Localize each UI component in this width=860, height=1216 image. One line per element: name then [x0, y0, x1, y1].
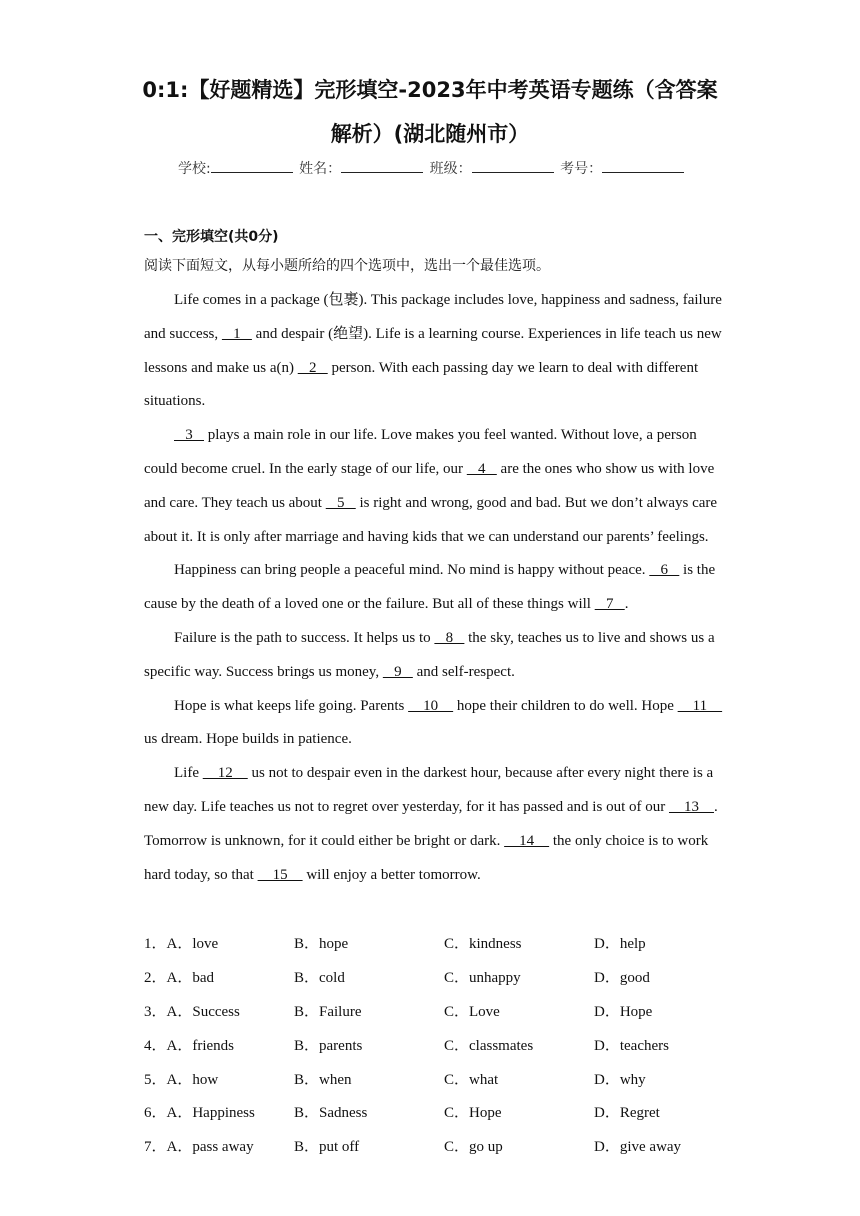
passage-text: are the ones who show us with love and care. They teach us about	[144, 460, 715, 511]
paragraph-3	[144, 554, 724, 622]
passage-text: hope their children to do well. Hope	[453, 697, 678, 714]
passage-text: the sky, teaches us to live and shows us a specific way. Success brings us money,	[144, 629, 715, 680]
option-d: D．Regret	[594, 1105, 660, 1122]
blank-12: 12	[202, 765, 248, 782]
passage-text: person. With each passing day we learn to deal with different situations.	[144, 359, 699, 410]
paragraph-4	[144, 622, 724, 690]
passage-text: Hope is what keeps life going. Parents	[174, 697, 409, 714]
question-row	[144, 1027, 724, 1061]
question-row	[144, 960, 724, 994]
option-b: B．when	[294, 1071, 352, 1088]
passage-text: plays a main role in our life. Love makes you feel wanted. Without love, a person could become cruel. In the early stage of our life, our	[144, 427, 697, 477]
option-c: C．what	[444, 1071, 499, 1088]
blank-6: 6	[649, 562, 680, 579]
blank-9: 9	[382, 663, 413, 680]
option-c: C．Love	[444, 1003, 500, 1020]
blank-3: 3	[174, 427, 204, 444]
passage-text: Happiness can bring people a peaceful mind. No mind is happy without peace.	[174, 562, 650, 579]
blank-4: 4	[466, 460, 497, 477]
number-label: 考号：	[560, 161, 603, 177]
option-d: D．give away	[594, 1139, 682, 1156]
option-d: D．Hope	[594, 1003, 653, 1020]
option-d: D．why	[594, 1071, 646, 1088]
blank-11: 11	[677, 697, 723, 714]
name-label: 姓名：	[299, 161, 342, 177]
option-a: 1．A．love	[144, 936, 219, 953]
class-blank	[472, 160, 554, 173]
option-b: B．Sadness	[294, 1105, 368, 1122]
passage-text: is right and wrong, good and bad. But we don’t always care about it. It is only after marriage and having kids that we can understand our parents’ feelings.	[144, 494, 718, 545]
answer-options	[144, 926, 724, 1163]
passage-text: Failure is the path to success. It helps us to	[174, 629, 435, 646]
school-blank	[211, 160, 293, 173]
class-label: 班级：	[429, 161, 472, 177]
blank-13: 13	[668, 798, 714, 815]
page-title-line-1: 0:1:【好题精选】完形填空-2023年中考英语专题练（含答案	[142, 78, 718, 102]
question-row	[144, 994, 724, 1028]
option-d: D．good	[594, 970, 650, 987]
blank-8: 8	[434, 629, 465, 646]
option-b: B．parents	[294, 1037, 363, 1054]
blank-5: 5	[325, 494, 356, 511]
blank-15: 15	[257, 866, 303, 883]
option-c: C．unhappy	[444, 970, 521, 987]
passage-text: us dream. Hope builds in patience.	[144, 731, 352, 748]
blank-7: 7	[594, 596, 625, 613]
student-info-line	[178, 158, 686, 178]
question-row	[144, 1095, 724, 1129]
paragraph-1	[144, 284, 724, 419]
passage-text: Life	[174, 765, 203, 782]
option-a: 4．A．friends	[144, 1037, 235, 1054]
option-b: B．put off	[294, 1139, 360, 1156]
option-d: D．teachers	[594, 1037, 669, 1054]
option-c: C．Hope	[444, 1105, 502, 1122]
name-blank	[341, 160, 423, 173]
option-c: C．kindness	[444, 936, 522, 953]
blank-10: 10	[408, 697, 454, 714]
passage-text: Life comes in a package (包裹). This package includes love, happiness and sadness, failure and success,	[144, 292, 722, 342]
option-c: C．go up	[444, 1139, 503, 1156]
option-c: C．classmates	[444, 1037, 534, 1054]
passage-text: .	[624, 596, 629, 613]
instructions: 阅读下面短文，从每小题所给的四个选项中，选出一个最佳选项。	[144, 258, 550, 274]
passage-text: is the cause by the death of a loved one or the failure. But all of these things will	[144, 562, 716, 613]
passage-text: . Tomorrow is unknown, for it could either be bright or dark.	[144, 798, 718, 849]
paragraph-6	[144, 757, 724, 892]
option-a: 2．A．bad	[144, 970, 215, 987]
option-a: 5．A．how	[144, 1071, 219, 1088]
cloze-passage	[144, 284, 724, 892]
question-row	[144, 926, 724, 960]
option-d: D．help	[594, 936, 646, 953]
option-b: B．Failure	[294, 1003, 362, 1020]
paragraph-2	[144, 419, 724, 554]
passage-text: the only choice is to work hard today, so that	[144, 832, 709, 883]
option-a: 7．A．pass away	[144, 1139, 254, 1156]
paragraph-5	[144, 690, 724, 758]
option-b: B．hope	[294, 936, 349, 953]
question-row	[144, 1129, 724, 1163]
blank-2: 2	[297, 359, 328, 376]
section-heading: 一、完形填空(共0分)	[144, 229, 279, 245]
passage-text: and self-respect.	[412, 663, 515, 680]
blank-1: 1	[221, 325, 252, 342]
number-blank	[602, 160, 684, 173]
option-a: 3．A．Success	[144, 1003, 240, 1020]
option-a: 6．A．Happiness	[144, 1105, 255, 1122]
question-row	[144, 1061, 724, 1095]
option-b: B．cold	[294, 970, 345, 987]
passage-text: and despair (绝望). Life is a learning course. Experiences in life teach us new lessons and make us a(n)	[144, 325, 722, 376]
passage-text: us not to despair even in the darkest hour, because after every night there is a new day. Life teaches us not to regret over yesterday, for it has passed and is out of our	[144, 765, 714, 815]
blank-14: 14	[504, 832, 550, 849]
page-title-line-2: 解析）(湖北随州市）	[330, 122, 530, 146]
passage-text: will enjoy a better tomorrow.	[302, 866, 481, 883]
school-label: 学校:	[178, 161, 211, 177]
